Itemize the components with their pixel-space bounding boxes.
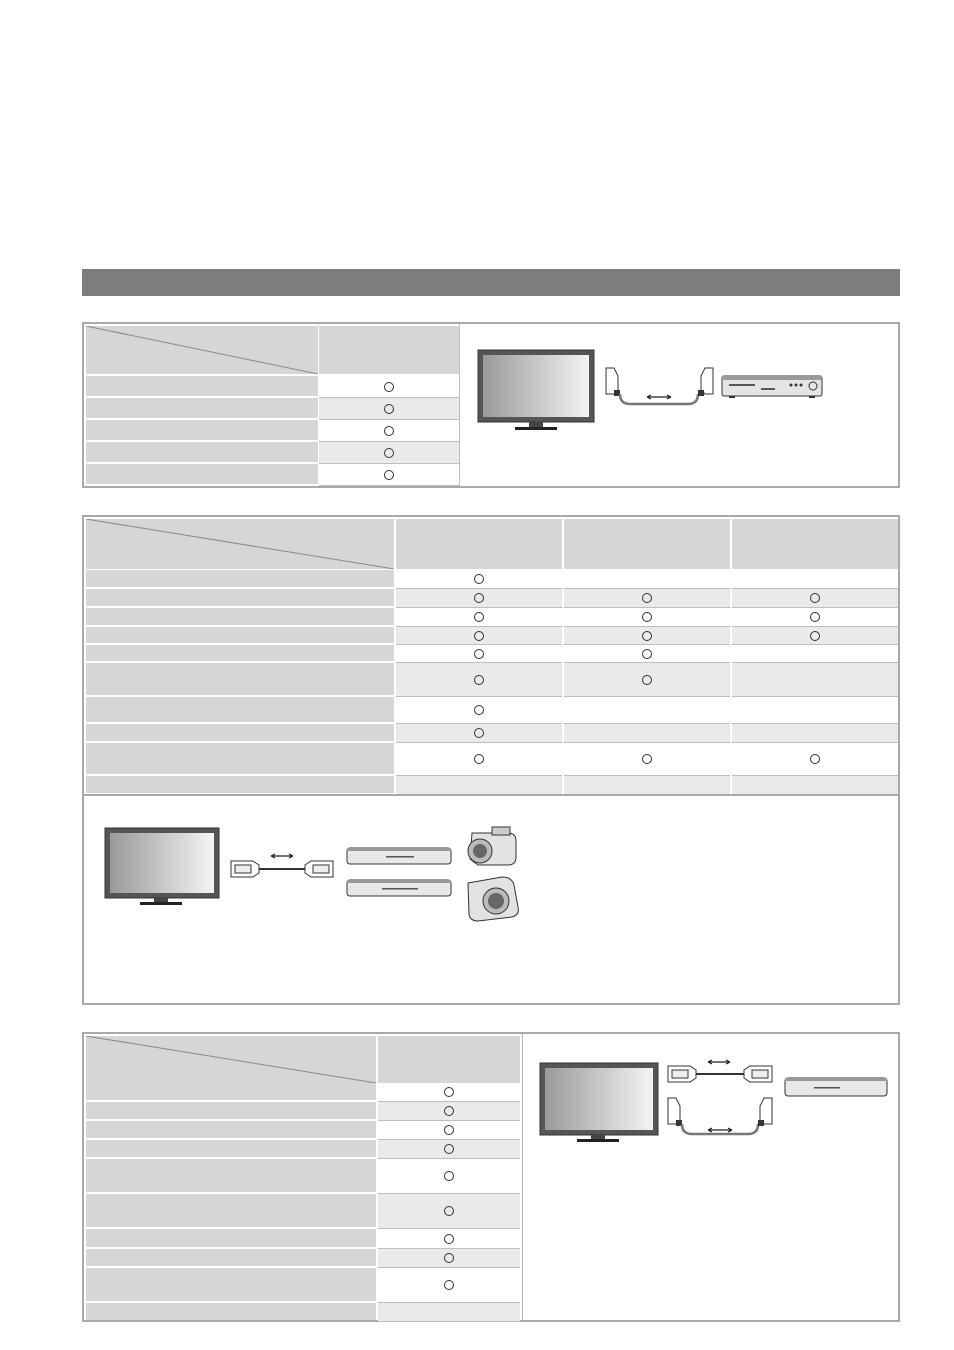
scart-cable-icon: [664, 1096, 776, 1142]
row-label: [86, 1268, 376, 1301]
supported-mark-icon: [810, 593, 820, 603]
supported-mark-icon: [642, 649, 652, 659]
row-label: [86, 376, 318, 396]
row-label: [86, 1121, 376, 1138]
table-cell: [564, 645, 730, 663]
tv-icon: [104, 827, 222, 907]
table-cell: [732, 589, 898, 608]
supported-mark-icon: [444, 1171, 454, 1181]
supported-mark-icon: [642, 612, 652, 622]
table-corner-header: [86, 1036, 376, 1083]
row-label: [86, 724, 394, 741]
supported-mark-icon: [444, 1106, 454, 1116]
table-cell: [378, 1140, 520, 1159]
table-cell: [396, 697, 562, 724]
column-header: [732, 519, 898, 569]
table-cell: [396, 589, 562, 608]
row-label: [86, 1229, 376, 1247]
table-cell: [396, 724, 562, 743]
camcorder-icon: [462, 825, 522, 871]
table-cell: [396, 627, 562, 645]
supported-mark-icon: [444, 1125, 454, 1135]
section-header-bar: [82, 269, 900, 296]
row-label: [86, 743, 394, 774]
supported-mark-icon: [384, 470, 394, 480]
table-cell: [396, 743, 562, 776]
supported-mark-icon: [444, 1087, 454, 1097]
table-cell: [732, 570, 898, 589]
row-label: [86, 398, 318, 418]
supported-mark-icon: [474, 675, 484, 685]
tv-icon: [477, 349, 597, 433]
column-header: [378, 1036, 520, 1083]
supported-mark-icon: [810, 754, 820, 764]
table-cell: [378, 1249, 520, 1268]
table-cell: [732, 724, 898, 743]
supported-mark-icon: [444, 1144, 454, 1154]
table-cell: [732, 743, 898, 776]
panel-divider: [84, 794, 898, 796]
table-corner-header: [86, 519, 394, 569]
player-icon: [346, 877, 454, 901]
table-cell: [319, 398, 459, 420]
table-cell: [378, 1268, 520, 1303]
panel-divider: [522, 1034, 523, 1320]
row-label: [86, 589, 394, 606]
hdmi-cable-icon: [227, 847, 337, 879]
row-label: [86, 1102, 376, 1119]
row-label: [86, 1140, 376, 1157]
row-label: [86, 627, 394, 643]
table-cell: [378, 1083, 520, 1102]
supported-mark-icon: [474, 631, 484, 641]
row-label: [86, 1083, 376, 1100]
supported-mark-icon: [444, 1234, 454, 1244]
panel-divider: [459, 324, 460, 486]
row-label: [86, 776, 394, 793]
hdmi-cable-icon: [664, 1056, 776, 1088]
table-cell: [732, 776, 898, 795]
table-cell: [564, 608, 730, 627]
supported-mark-icon: [384, 382, 394, 392]
panel-hdmi-scart-table: [82, 1032, 900, 1322]
table-cell: [396, 570, 562, 589]
table-cell: [378, 1229, 520, 1249]
column-header: [396, 519, 562, 569]
table-cell: [564, 570, 730, 589]
table-cell: [378, 1102, 520, 1121]
row-label: [86, 570, 394, 587]
row-label: [86, 1303, 376, 1320]
recorder-icon: [784, 1074, 890, 1102]
supported-mark-icon: [444, 1253, 454, 1263]
scart-cable-icon: [602, 364, 717, 409]
panel-hdmi-table: [82, 515, 900, 1005]
row-label: [86, 1159, 376, 1192]
supported-mark-icon: [384, 448, 394, 458]
table-cell: [378, 1194, 520, 1229]
row-label: [86, 697, 394, 722]
column-header: [564, 519, 730, 569]
panel-scart-table: [82, 322, 900, 488]
table-cell: [732, 645, 898, 663]
table-cell: [564, 589, 730, 608]
supported-mark-icon: [810, 612, 820, 622]
table-cell: [732, 663, 898, 697]
table-corner-header: [86, 326, 318, 374]
table-cell: [732, 627, 898, 645]
supported-mark-icon: [642, 631, 652, 641]
table-cell: [564, 627, 730, 645]
camera-icon: [462, 873, 522, 923]
supported-mark-icon: [474, 593, 484, 603]
table-cell: [564, 743, 730, 776]
table-cell: [396, 608, 562, 627]
row-label: [86, 645, 394, 661]
table-cell: [396, 645, 562, 663]
table-cell: [319, 464, 459, 486]
table-cell: [378, 1121, 520, 1140]
supported-mark-icon: [642, 593, 652, 603]
supported-mark-icon: [474, 574, 484, 584]
table-cell: [319, 376, 459, 398]
table-cell: [319, 420, 459, 442]
row-label: [86, 608, 394, 625]
supported-mark-icon: [444, 1280, 454, 1290]
supported-mark-icon: [384, 426, 394, 436]
table-cell: [564, 663, 730, 697]
table-cell: [732, 697, 898, 724]
table-cell: [564, 776, 730, 795]
column-header: [319, 326, 459, 374]
supported-mark-icon: [474, 728, 484, 738]
table-cell: [396, 663, 562, 697]
row-label: [86, 420, 318, 440]
supported-mark-icon: [642, 754, 652, 764]
table-cell: [378, 1159, 520, 1194]
recorder-icon: [346, 845, 454, 869]
row-label: [86, 1249, 376, 1266]
row-label: [86, 442, 318, 462]
dvd-recorder-icon: [721, 372, 823, 400]
supported-mark-icon: [474, 754, 484, 764]
tv-icon: [539, 1062, 661, 1144]
table-cell: [732, 608, 898, 627]
row-label: [86, 464, 318, 484]
row-label: [86, 663, 394, 695]
table-cell: [378, 1303, 520, 1322]
supported-mark-icon: [810, 631, 820, 641]
supported-mark-icon: [474, 649, 484, 659]
supported-mark-icon: [642, 675, 652, 685]
supported-mark-icon: [444, 1206, 454, 1216]
supported-mark-icon: [474, 705, 484, 715]
table-cell: [564, 697, 730, 724]
table-cell: [319, 442, 459, 464]
supported-mark-icon: [474, 612, 484, 622]
table-cell: [564, 724, 730, 743]
table-cell: [396, 776, 562, 795]
supported-mark-icon: [384, 404, 394, 414]
row-label: [86, 1194, 376, 1227]
